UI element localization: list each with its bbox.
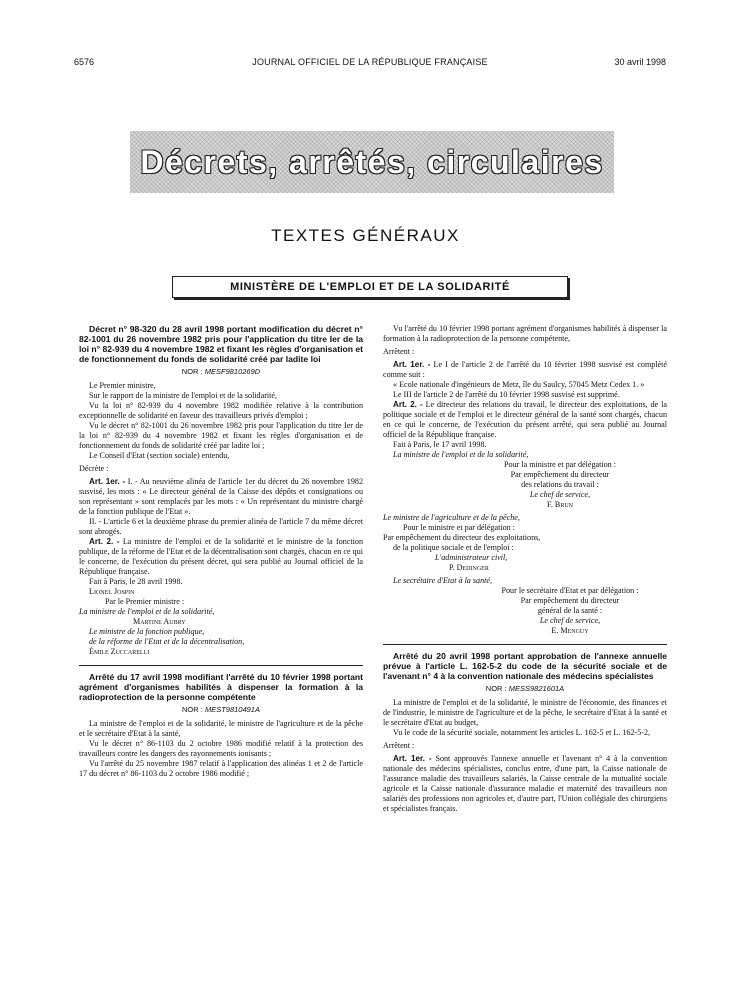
signature-role: général de la santé : <box>537 606 603 615</box>
arrete1-nor-code: MEST9810491A <box>204 705 260 714</box>
separator <box>383 644 667 645</box>
right-column <box>383 324 667 814</box>
signature-role: Le ministre de l'agriculture et de la pêche, <box>383 513 520 522</box>
arrete2-article-1: Art. 1er. - Sont approuvés l'annexe annuelle et l'avenant n° 4 à la convention nationale des médecins spécialistes, conclus entre, d'une part, la Caisse nationale de l'assurance maladie des travailleurs salariés, la Caisse centrale de la mutualité sociale agricole et la Caisse nationale d'assurance maladie et maternité des travailleurs non salariés des professions non agricoles et, d'autre part, l'Union collégiale des chirurgiens et spécialistes français. <box>383 754 667 813</box>
decree-para: Vu la loi n° 82-939 du 4 novembre 1982 modifiée relative à la contribution exceptionnelle de solidarité en faveur des travailleurs privés d'emploi ; <box>79 401 363 420</box>
arrete1-done: Fait à Paris, le 17 avril 1998. <box>393 440 487 449</box>
signature-name: Émile Zuccarelli <box>89 647 150 656</box>
ministry-box <box>172 276 568 298</box>
arrete1-para: La ministre de l'emploi et de la solidarité, le ministre de l'agriculture et de la pêche et le secrétaire d'Etat à la santé, <box>79 719 363 738</box>
signature-name: Lionel Jospin <box>89 587 135 596</box>
signature-role: Le ministre de la fonction publique, <box>89 627 205 636</box>
signature-role: Par empêchement du directeur <box>520 596 620 605</box>
signature-role: Par empêchement du directeur <box>510 470 610 479</box>
decree-article-1: Art. 1er. - I. - Au neuvième alinéa de l'article 1er du décret du 26 novembre 1982 susvisé, les mots : « Le directeur général de la Caisse des dépôts et consignations ou son représentant » sont remplacés par les mots : « Un représentant du ministre chargé de la fonction publique de l'Etat ». <box>79 477 363 516</box>
separator <box>79 665 363 666</box>
signature-role: La ministre de l'emploi et de la solidarité, <box>79 607 215 616</box>
decree-title: Décret n° 98-320 du 28 avril 1998 portant modification du décret n° 82-1001 du 26 novembre 1982 pris pour l'application du titre Ier de la loi n° 82-939 du 4 novembre 1982 et fixant les règles d'organisation et de fonctionnement du fonds de solidarité créé par ladite loi <box>79 324 363 364</box>
arrete1-para: Vu l'arrêté du 25 novembre 1987 relatif à l'application des alinéas 1 et 2 de l'article 17 du décret n° 86-1103 du 2 octobre 1986 modifié ; <box>79 759 363 778</box>
left-column <box>79 324 363 779</box>
ministry-title: MINISTÈRE DE L'EMPLOI ET DE LA SOLIDARITÉ <box>230 281 510 293</box>
arrete2-para: Vu le code de la sécurité sociale, notamment les articles L. 162-5 et L. 162-5-2, <box>393 728 651 737</box>
decree-nor-code: MESF9810269D <box>204 367 261 376</box>
signature-role: de la politique sociale et de l'emploi : <box>393 543 514 552</box>
arrete1-title: Arrêté du 17 avril 1998 modifiant l'arrêté du 10 février 1998 portant agrément d'organismes habilités à dispenser la formation à la radioprotection de la personne compétente <box>79 672 363 702</box>
arrete2-nor: NOR : MESS9821601A <box>485 684 565 693</box>
signature-role: Par empêchement du directeur des exploitations, <box>383 533 541 542</box>
arrete2-title: Arrêté du 20 avril 1998 portant approbation de l'annexe annuelle prévue à l'article L. 162-5-2 du code de la sécurité sociale et de l'avenant n° 4 à la convention nationale des médecins spécialistes <box>383 651 667 681</box>
signature-role: Le secrétaire d'Etat à la santé, <box>393 576 492 585</box>
page-header <box>74 57 666 71</box>
arrete1-nor: NOR : MEST9810491A <box>182 705 260 714</box>
signature-role: de la réforme de l'Etat et de la décentralisation, <box>89 637 245 646</box>
decree-para: Vu le décret n° 82-1001 du 26 novembre 1982 pris pour l'application du titre Ier de la loi n° 82-939 du 4 novembre 1982 et fixant les règles d'organisation et de fonctionnement du fonds de solidarité créé par ladite loi ; <box>79 421 363 450</box>
signature-role: Le chef de service, <box>529 490 591 499</box>
signature-role: des relations du travail : <box>521 480 599 489</box>
arrete1-arretent: Arrêtent : <box>383 347 415 356</box>
signature-role: La ministre de l'emploi et de la solidarité, <box>393 450 529 459</box>
signature-name: Martine Aubry <box>133 617 186 626</box>
arrete1-quote: « Ecole nationale d'ingénieurs de Metz, île du Saulcy, 57045 Metz Cedex 1. » <box>393 380 645 389</box>
signature-name: P. Dedinger <box>449 563 489 572</box>
page-number: 6576 <box>74 57 95 67</box>
signature-role: Pour la ministre et par délégation : <box>504 460 616 469</box>
issue-date: 30 avril 1998 <box>614 57 666 67</box>
signature-name: F. Brun <box>547 500 573 509</box>
decree-para: Le Premier ministre, <box>89 381 156 390</box>
banner-title: Décrets, arrêtés, circulaires <box>140 143 604 180</box>
signature-name: E. Menguy <box>551 626 589 635</box>
signature-role: Le chef de service, <box>539 616 601 625</box>
decree-article-2: Art. 2. - La ministre de l'emploi et de la solidarité et le ministre de la fonction publique, de la réforme de l'Etat et de la décentralisation sont chargés, chacun en ce qui le concerne, de l'exécution du présent décret, qui sera publié au Journal officiel de la République française. <box>79 537 363 576</box>
decree-article-1b: II. - L'article 6 et la deuxième phrase du premier alinéa de l'article 7 du même décret sont abrogés. <box>79 517 363 536</box>
journal-title: JOURNAL OFFICIEL DE LA RÉPUBLIQUE FRANÇAISE <box>252 57 488 67</box>
arrete2-para: La ministre de l'emploi et de la solidarité, le ministre de l'économie, des finances et de l'industrie, le ministre de l'agriculture et de la pêche, le secrétaire d'Etat à la santé et le secrétaire d'Etat au budget, <box>383 698 667 727</box>
arrete1-para: Vu le décret n° 86-1103 du 2 octobre 1986 modifié relatif à la protection des travailleurs contre les dangers des rayonnements ionisants ; <box>79 739 363 758</box>
arrete1-article-2: Art. 2. - Le directeur des relations du travail, le directeur des exploitations, de la politique sociale et de l'emploi et le directeur général de la santé sont chargés, chacun en ce qui le concerne, de l'exécution du présent arrêté, qui sera publié au Journal officiel de la République française. <box>383 400 667 439</box>
arrete1-article-1: Art. 1er. - Le I de l'article 2 de l'arrêté du 10 février 1998 susvisé est complété comme suit : <box>383 360 667 379</box>
decree-para: Sur le rapport de la ministre de l'emploi et de la solidarité, <box>89 391 278 400</box>
signature-role: L'administrateur civil, <box>435 553 508 562</box>
signature-role: Pour le secrétaire d'Etat et par délégation : <box>501 586 639 595</box>
section-banner <box>130 131 614 193</box>
arrete1-article-1b: Le III de l'article 2 de l'arrêté du 10 février 1998 susvisé est supprimé. <box>393 390 620 399</box>
decree-done: Fait à Paris, le 28 avril 1998. <box>89 577 183 586</box>
arrete2-arretent: Arrêtent : <box>383 741 415 750</box>
arrete1-para: Vu l'arrêté du 10 février 1998 portant agrément d'organismes habilités à dispenser la formation à la radioprotection de la personne compétente, <box>383 324 667 343</box>
decree-para: Le Conseil d'Etat (section sociale) entendu, <box>89 451 230 460</box>
decree-nor: NOR : MESF9810269D <box>181 367 261 376</box>
section-title: TEXTES GÉNÉRAUX <box>271 226 460 245</box>
decree-decrete: Décrète : <box>79 464 109 473</box>
signature-role: Par le Premier ministre : <box>105 597 185 606</box>
arrete2-nor-code: MESS9821601A <box>508 684 565 693</box>
signature-role: Pour le ministre et par délégation : <box>403 523 515 532</box>
